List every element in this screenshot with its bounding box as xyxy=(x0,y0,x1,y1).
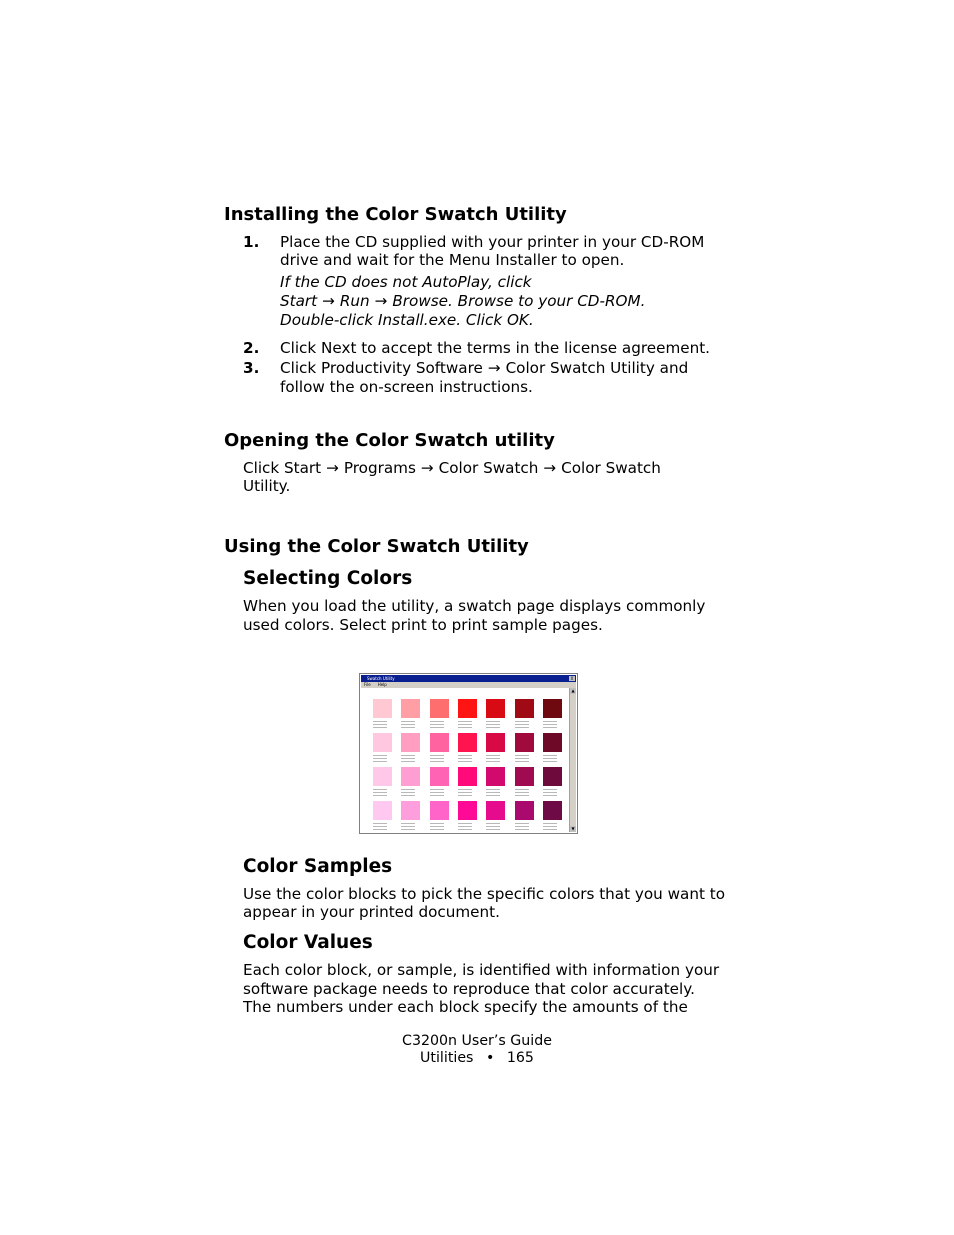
step-3-line-1 xyxy=(280,359,688,378)
swatch-utility-screenshot xyxy=(359,673,578,834)
open-part-2: Programs xyxy=(343,459,416,477)
open-part-1: Click Start xyxy=(243,459,322,477)
swatch-value-lines xyxy=(430,754,444,763)
swatch-value-lines xyxy=(373,822,387,831)
color-swatch xyxy=(373,699,392,718)
swatch-value-lines xyxy=(373,720,387,729)
color-swatch xyxy=(486,733,505,752)
step-2-number: 2. xyxy=(243,339,260,357)
arrow-icon: → xyxy=(326,459,339,477)
swatch-value-lines xyxy=(458,720,472,729)
color-swatch xyxy=(430,801,449,820)
swatch-value-lines xyxy=(458,822,472,831)
swatch-value-lines xyxy=(458,754,472,763)
heading-color-values: Color Values xyxy=(243,932,373,953)
step-1-line-1: Place the CD supplied with your printer in your CD-ROM xyxy=(280,233,705,251)
arrow-icon: → xyxy=(420,459,434,477)
close-icon: X xyxy=(570,676,574,681)
swatch-value-lines xyxy=(515,788,529,797)
color-swatch xyxy=(515,699,534,718)
swatch-value-lines xyxy=(401,720,415,729)
color-swatch xyxy=(458,767,477,786)
window-menubar xyxy=(361,682,576,688)
heading-installing: Installing the Color Swatch Utility xyxy=(224,204,567,225)
color-swatch xyxy=(486,767,505,786)
color-swatch xyxy=(543,801,562,820)
color-swatch xyxy=(458,733,477,752)
swatch-value-lines xyxy=(515,754,529,763)
window-title: Swatch Utility xyxy=(367,676,395,681)
swatch-value-lines xyxy=(486,754,500,763)
arrow-icon: → xyxy=(374,292,388,310)
open-part-3: Color Swatch xyxy=(438,459,539,477)
color-swatch xyxy=(401,801,420,820)
step-1-line-2: drive and wait for the Menu Installer to open. xyxy=(280,251,625,269)
swatch-value-lines xyxy=(430,822,444,831)
swatch-value-lines xyxy=(373,754,387,763)
swatch-value-lines xyxy=(458,788,472,797)
color-swatch xyxy=(401,699,420,718)
step-3-line-2: follow the on-screen instructions. xyxy=(280,378,533,396)
selecting-line-1: When you load the utility, a swatch page displays commonly xyxy=(243,597,706,615)
heading-using: Using the Color Swatch Utility xyxy=(224,536,529,557)
footer-page-line xyxy=(277,1050,677,1066)
color-swatch xyxy=(515,767,534,786)
swatch-value-lines xyxy=(401,822,415,831)
scroll-down-icon: ▼ xyxy=(571,826,575,831)
step-3-part-b: Color Swatch Utility and xyxy=(505,359,689,377)
note-line-3: Double-click Install.exe. Click OK. xyxy=(280,311,534,329)
color-swatch xyxy=(543,699,562,718)
open-part-4: Color Swatch xyxy=(561,459,661,477)
footer-guide-title: C3200n User’s Guide xyxy=(402,1033,552,1049)
selecting-line-2: used colors. Select print to print sample pages. xyxy=(243,616,603,634)
bullet-icon: • xyxy=(485,1050,495,1066)
swatch-value-lines xyxy=(401,754,415,763)
menu-file: File xyxy=(364,682,371,687)
color-swatch xyxy=(543,767,562,786)
swatch-value-lines xyxy=(486,788,500,797)
swatch-value-lines xyxy=(543,754,557,763)
swatch-value-lines xyxy=(373,788,387,797)
note-line-2 xyxy=(280,292,645,311)
color-swatch xyxy=(401,733,420,752)
note-line-1: If the CD does not AutoPlay, click xyxy=(280,273,532,291)
color-swatch xyxy=(515,733,534,752)
values-line-2: software package needs to reproduce that color accurately. xyxy=(243,980,695,998)
heading-color-samples: Color Samples xyxy=(243,856,393,877)
color-swatch xyxy=(486,801,505,820)
note-run: Run xyxy=(339,292,370,310)
swatch-value-lines xyxy=(543,720,557,729)
swatch-value-lines xyxy=(515,720,529,729)
color-swatch xyxy=(430,699,449,718)
scroll-up-icon: ▲ xyxy=(571,688,575,693)
step-1-number: 1. xyxy=(243,233,260,251)
color-swatch xyxy=(486,699,505,718)
step-3-part-a: Click Productivity Software xyxy=(280,359,483,377)
samples-line-2: appear in your printed document. xyxy=(243,903,500,921)
color-swatch xyxy=(373,801,392,820)
heading-selecting-colors: Selecting Colors xyxy=(243,568,413,589)
swatch-value-lines xyxy=(543,822,557,831)
window-titlebar xyxy=(361,675,576,682)
color-swatch xyxy=(458,699,477,718)
color-swatch xyxy=(543,733,562,752)
color-swatch xyxy=(458,801,477,820)
menu-help: Help xyxy=(377,682,387,687)
step-2-line-1: Click Next to accept the terms in the license agreement. xyxy=(280,339,710,357)
color-swatch xyxy=(401,767,420,786)
scrollbar xyxy=(569,688,576,832)
swatch-value-lines xyxy=(486,822,500,831)
swatch-value-lines xyxy=(543,788,557,797)
swatch-value-lines xyxy=(430,788,444,797)
swatch-value-lines xyxy=(401,788,415,797)
swatch-value-lines xyxy=(515,822,529,831)
arrow-icon: → xyxy=(487,359,501,377)
step-3-number: 3. xyxy=(243,359,260,377)
color-swatch xyxy=(373,733,392,752)
swatch-value-lines xyxy=(430,720,444,729)
color-swatch xyxy=(373,767,392,786)
page-number: 165 xyxy=(506,1050,534,1066)
values-line-1: Each color block, or sample, is identified with information your xyxy=(243,961,720,979)
note-start: Start xyxy=(280,292,318,310)
opening-line-2: Utility. xyxy=(243,477,291,495)
note-rest: Browse. Browse to your CD-ROM. xyxy=(392,292,646,310)
footer-section: Utilities xyxy=(420,1050,474,1066)
color-swatch xyxy=(515,801,534,820)
arrow-icon: → xyxy=(322,292,335,310)
samples-line-1: Use the color blocks to pick the specific colors that you want to xyxy=(243,885,726,903)
values-line-3: The numbers under each block specify the amounts of the xyxy=(243,998,688,1016)
opening-line-1 xyxy=(243,459,661,478)
swatch-value-lines xyxy=(486,720,500,729)
arrow-icon: → xyxy=(543,459,557,477)
color-swatch xyxy=(430,733,449,752)
heading-opening: Opening the Color Swatch utility xyxy=(224,430,555,451)
color-swatch xyxy=(430,767,449,786)
